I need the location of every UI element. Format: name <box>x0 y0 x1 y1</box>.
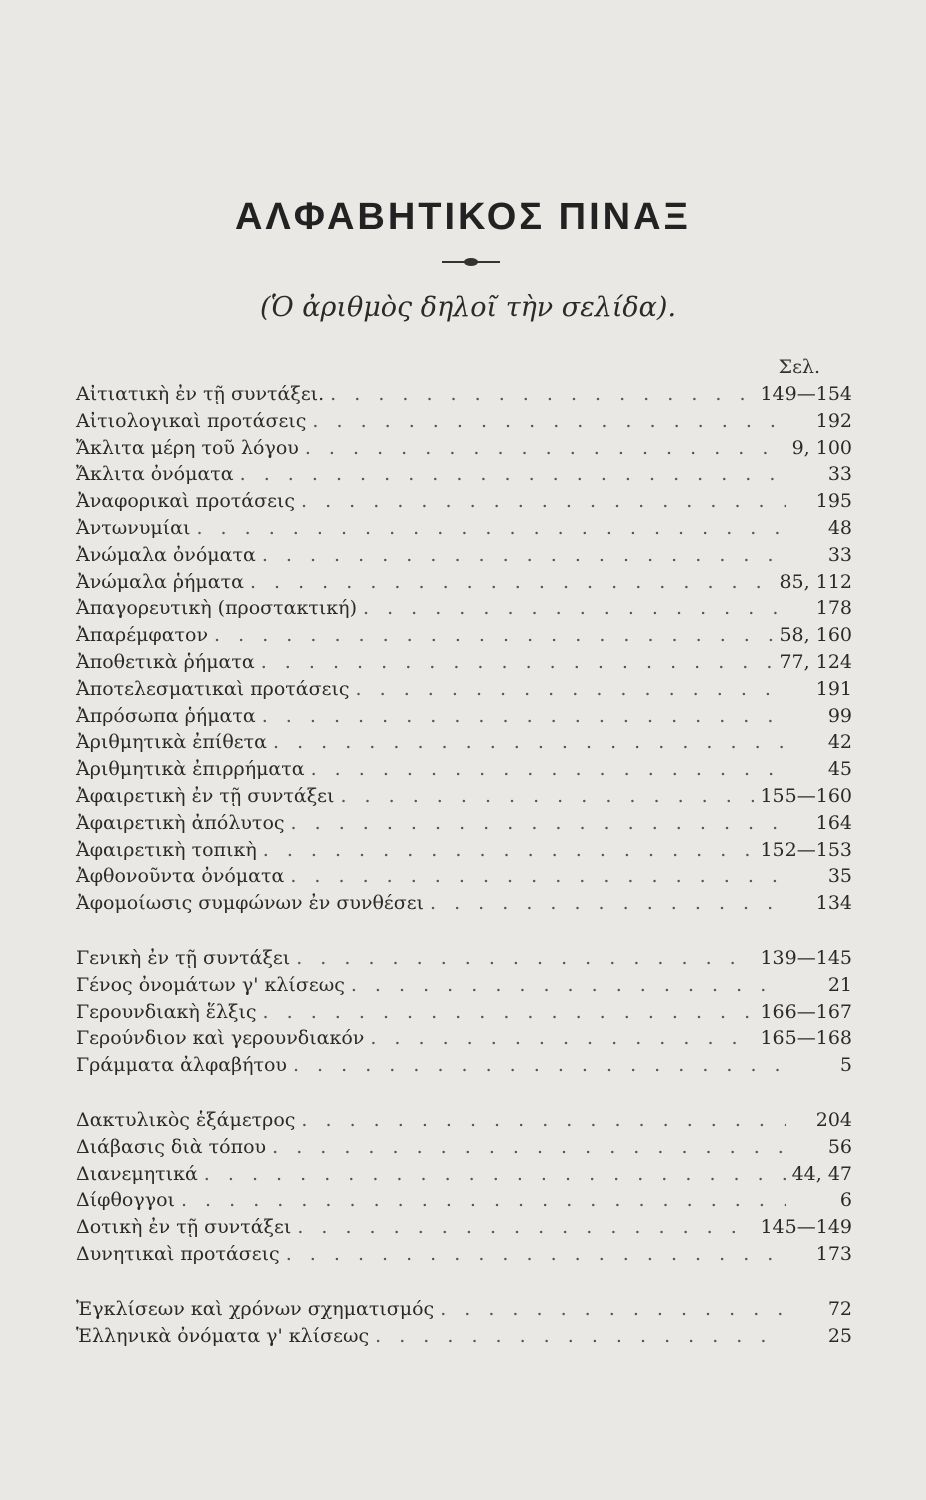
dot-leader <box>257 837 755 864</box>
entry-page: 149—154 <box>760 383 852 405</box>
entry-term: Ἀφθονοῦντα ὀνόματα <box>76 865 285 888</box>
dot-leader <box>290 945 754 972</box>
index-entry <box>76 999 852 1026</box>
dot-leader <box>190 515 786 542</box>
entry-page: 145—149 <box>760 1216 852 1239</box>
index-entry <box>76 622 852 649</box>
entry-page: 42 <box>827 731 852 754</box>
entry-page: 9, 100 <box>791 436 852 459</box>
dot-leader <box>299 435 786 462</box>
index-group <box>76 1296 852 1350</box>
entry-page: 48 <box>827 516 852 539</box>
index-entry <box>76 1052 852 1079</box>
dot-leader <box>257 999 755 1026</box>
index-group <box>76 1107 852 1268</box>
entry-term: Ἀφαιρετικὴ ἐν τῇ συντάξει <box>76 784 335 807</box>
entry-term: Ἀποτελεσματικαὶ προτάσεις <box>76 677 350 700</box>
index-group <box>76 381 852 917</box>
dot-leader <box>295 1107 786 1134</box>
dot-leader <box>267 729 786 756</box>
index-entry <box>76 542 852 569</box>
dot-leader <box>175 1187 786 1214</box>
dot-leader <box>266 1134 786 1161</box>
entry-page: 191 <box>815 677 852 700</box>
entry-page: 178 <box>815 597 852 620</box>
entry-page: 85, 112 <box>779 570 852 593</box>
entry-term: Ἀπρόσωπα ῥήματα <box>76 704 256 727</box>
dot-leader <box>256 703 786 730</box>
dot-leader <box>369 1323 786 1350</box>
title-ornament <box>442 258 500 266</box>
entry-page: 21 <box>827 973 852 996</box>
entry-page: 72 <box>827 1297 852 1320</box>
dot-leader <box>324 381 754 408</box>
entry-term: Ἀπαρέμφατον <box>76 624 209 647</box>
entry-term: Δυνητικαὶ προτάσεις <box>76 1242 280 1265</box>
dot-leader <box>284 863 786 890</box>
dot-leader <box>256 542 786 569</box>
dot-leader <box>255 649 774 676</box>
dot-leader <box>244 569 774 596</box>
index-entry <box>76 515 852 542</box>
index-entry <box>76 649 852 676</box>
entry-term: Ἀνώμαλα ὀνόματα <box>76 543 256 566</box>
dot-leader <box>364 1025 754 1052</box>
entry-page: 152—153 <box>760 838 852 861</box>
entry-term: Ἄκλιτα μέρη τοῦ λόγου <box>76 436 299 459</box>
index-entry <box>76 1214 852 1241</box>
dot-leader <box>198 1161 786 1188</box>
index-entry <box>76 1296 852 1323</box>
entry-term: Ἑλληνικὰ ὀνόματα γ' κλίσεως <box>76 1324 370 1347</box>
entry-page: 33 <box>827 463 852 486</box>
index-entry <box>76 676 852 703</box>
entry-term: Ἀριθμητικὰ ἐπίθετα <box>76 731 267 754</box>
entry-term: Ἀνώμαλα ῥήματα <box>76 570 244 593</box>
dot-leader <box>287 1052 786 1079</box>
entry-page: 35 <box>827 865 852 888</box>
index-entry <box>76 488 852 515</box>
index-entry <box>76 435 852 462</box>
entry-term: Ἐγκλίσεων καὶ χρόνων σχηματισμός <box>76 1297 435 1320</box>
index-entry <box>76 595 852 622</box>
index-entry <box>76 408 852 435</box>
dot-leader <box>280 1241 786 1268</box>
dot-leader <box>434 1296 786 1323</box>
entry-page: 44, 47 <box>791 1162 852 1185</box>
entry-term: Δίφθογγοι <box>76 1189 175 1212</box>
entry-term: Ἀφαιρετικὴ ἀπόλυτος <box>76 811 285 834</box>
entry-term: Ἄκλιτα ὀνόματα <box>76 463 234 486</box>
index-entry <box>76 890 852 917</box>
index-entry <box>76 1107 852 1134</box>
index-entry <box>76 756 852 783</box>
entry-term: Γένος ὀνομάτων γ' κλίσεως <box>76 973 345 996</box>
entry-page: 164 <box>815 811 852 834</box>
dot-leader <box>305 756 786 783</box>
entry-page: 139—145 <box>760 946 852 969</box>
index-entry <box>76 1187 852 1214</box>
entry-term: Ἀποθετικὰ ῥήματα <box>76 650 255 673</box>
index-entry <box>76 1241 852 1268</box>
entry-term: Ἀριθμητικὰ ἐπιρρήματα <box>76 758 305 781</box>
dot-leader <box>357 595 786 622</box>
index-entries <box>76 381 852 1349</box>
entry-page: 56 <box>827 1135 852 1158</box>
entry-page: 99 <box>827 704 852 727</box>
index-entry <box>76 729 852 756</box>
entry-term: Ἀφαιρετικὴ τοπικὴ <box>76 838 257 861</box>
dot-leader <box>291 1214 754 1241</box>
entry-page: 33 <box>827 543 852 566</box>
dot-leader <box>345 972 786 999</box>
entry-page: 5 <box>839 1054 852 1077</box>
index-entry <box>76 1161 852 1188</box>
index-entry <box>76 1323 852 1350</box>
index-entry <box>76 945 852 972</box>
entry-page: 166—167 <box>760 1000 852 1023</box>
entry-page: 192 <box>815 409 852 432</box>
ornament-dot <box>464 258 478 266</box>
entry-term: Διανεμητικά <box>76 1162 198 1185</box>
entry-term: Γράμματα ἀλφαβήτου <box>76 1054 287 1077</box>
entry-term: Διάβασις διὰ τόπου <box>76 1135 267 1158</box>
entry-term: Ἀναφορικαὶ προτάσεις <box>76 490 296 513</box>
subtitle: (Ὁ ἀριθμὸς δηλοῖ τὴν σελίδα). <box>259 292 677 323</box>
entry-page: 173 <box>815 1242 852 1265</box>
dot-leader <box>334 783 754 810</box>
entry-term: Γερουνδιακὴ ἕλξις <box>76 1000 257 1023</box>
index-entry <box>76 837 852 864</box>
index-entry <box>76 810 852 837</box>
index-entry <box>76 783 852 810</box>
entry-term: Αἰτιολογικαὶ προτάσεις <box>76 409 307 432</box>
entry-page: 195 <box>815 490 852 513</box>
dot-leader <box>234 461 786 488</box>
entry-page: 25 <box>827 1324 852 1347</box>
entry-page: 77, 124 <box>779 650 852 673</box>
entry-page: 45 <box>827 758 852 781</box>
entry-term: Δακτυλικὸς ἑξάμετρος <box>76 1108 296 1131</box>
page-column-label: Σελ. <box>778 356 820 378</box>
index-entry <box>76 569 852 596</box>
page-title: ΑΛΦΑΒΗΤΙΚΟΣ ΠΙΝΑΞ <box>234 196 691 238</box>
index-group <box>76 945 852 1079</box>
entry-term: Γενικὴ ἐν τῇ συντάξει <box>76 946 291 969</box>
dot-leader <box>295 488 786 515</box>
entry-page: 6 <box>839 1189 852 1212</box>
index-entry <box>76 381 852 408</box>
entry-page: 165—168 <box>760 1027 852 1050</box>
index-entry <box>76 703 852 730</box>
dot-leader <box>285 810 786 837</box>
index-entry <box>76 1025 852 1052</box>
index-entry <box>76 863 852 890</box>
entry-term: Αἰτιατικὴ ἐν τῇ συντάξει. <box>76 383 325 405</box>
entry-term: Δοτικὴ ἐν τῇ συντάξει <box>76 1216 292 1239</box>
entry-term: Ἀντωνυμίαι <box>76 516 191 539</box>
entry-term: Γερούνδιον καὶ γερουνδιακόν <box>76 1027 365 1050</box>
entry-page: 58, 160 <box>779 624 852 647</box>
dot-leader <box>424 890 786 917</box>
entry-page: 155—160 <box>760 784 852 807</box>
dot-leader <box>350 676 786 703</box>
entry-page: 204 <box>815 1108 852 1131</box>
entry-term: Ἀφομοίωσις συμφώνων ἐν συνθέσει <box>76 892 424 915</box>
index-entry <box>76 461 852 488</box>
index-entry <box>76 1134 852 1161</box>
index-entry <box>76 972 852 999</box>
dot-leader <box>306 408 786 435</box>
dot-leader <box>208 622 773 649</box>
entry-term: Ἀπαγορευτικὴ (προστακτική) <box>76 597 357 620</box>
entry-page: 134 <box>815 892 852 915</box>
